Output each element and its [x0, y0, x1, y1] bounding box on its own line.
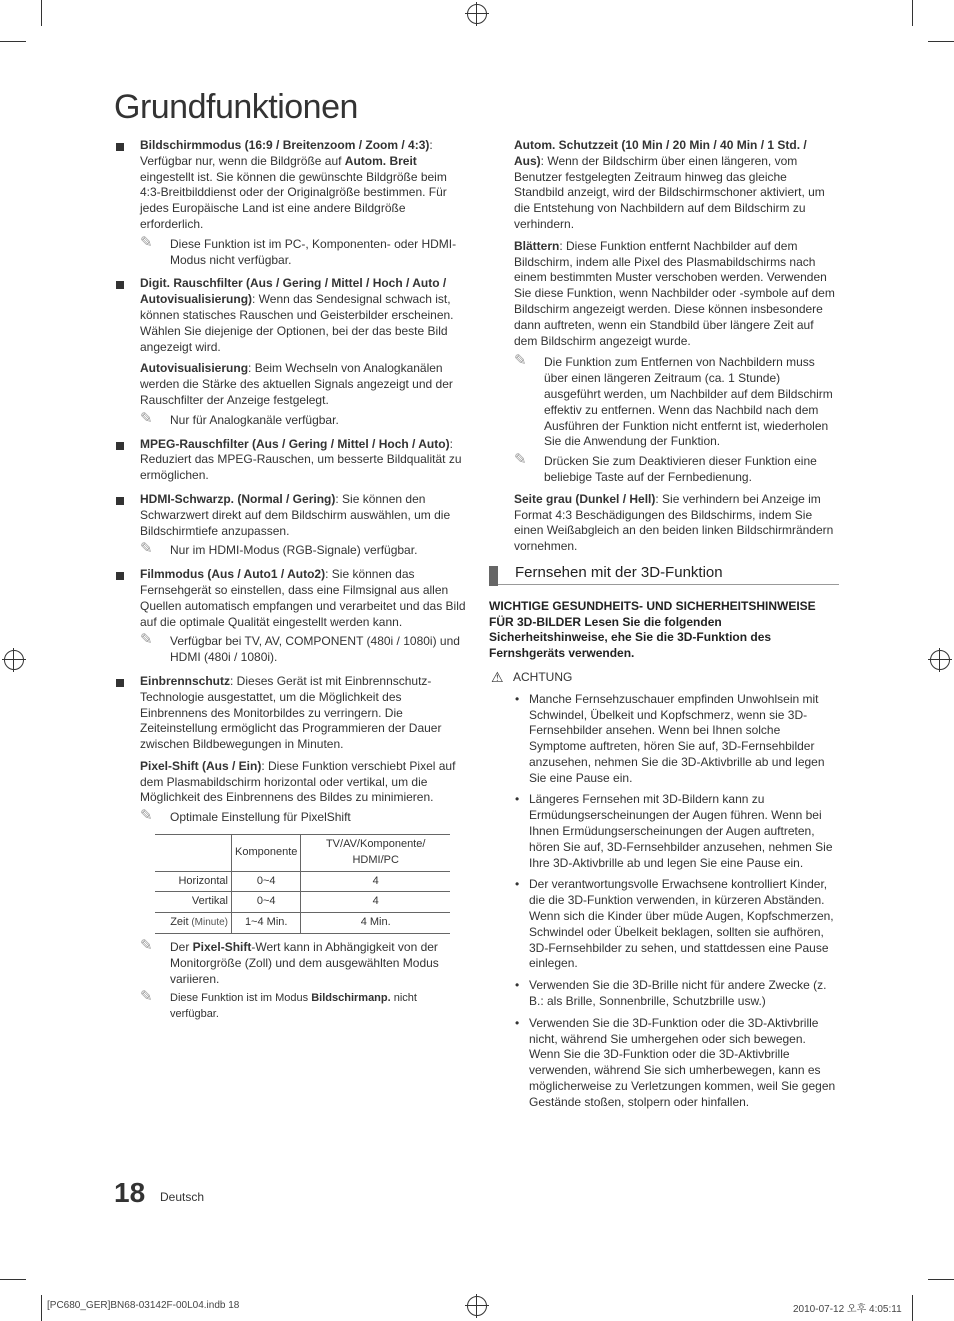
item-text: : Verfügbar nur, wenn die Bildgröße auf: [140, 138, 433, 168]
square-bullet-icon: [116, 281, 124, 289]
dot-bullet-icon: •: [515, 691, 520, 706]
table-cell: 1~4 Min.: [232, 913, 301, 934]
paragraph: [514, 492, 839, 555]
note-text: Verfügbar bei TV, AV, COMPONENT (480i / 1080i) und HDMI (480i / 1080i).: [170, 634, 460, 665]
item-heading: Digit. Rauschfilter (Aus / Gering / Mittel / Hoch / Auto / Autovisualisierung): [140, 276, 447, 307]
section-heading: [489, 565, 839, 585]
square-bullet-icon: [116, 442, 124, 450]
crop-mark: [928, 41, 954, 42]
item-text: : Dieses Gerät ist mit Einbrennschutz-Technologie ausgestattet, um die Möglichkeit des Einbrennens des Monitorbildes zu verringern. Die Zeiteinstellung ermöglicht das Programmieren der Dauer zwischen Bildbewegungen in Minuten.: [140, 673, 442, 752]
table-header-row: [155, 835, 450, 872]
note: [140, 409, 466, 429]
item-heading: MPEG-Rauschfilter (Aus / Gering / Mittel / Hoch / Auto): [140, 436, 450, 451]
paragraph-text: : Diese Funktion entfernt Nachbilder auf dem Bildschirm, indem alle Pixel des Plasmabildschirms nach einem bestimmten Muster verschoben werden. Verwenden Sie diese Funktion, wenn Nachbilder oder -symbole auf dem Bildschirm angezeigt werden. Diese können insbesondere dann auftreten, wenn ein Standbild über längere Zeit auf dem Bildschirm angezeigt wurde.: [514, 238, 835, 348]
sub-text: : Diese Funktion verschiebt Pixel auf dem Plasmabildschirm horizontal oder vertikal, um die Möglichkeit des Einbrennens des Bildes zu minimieren.: [140, 758, 456, 805]
crop-mark: [0, 41, 26, 42]
note: [140, 807, 466, 826]
list-item-text: Verwenden Sie die 3D-Brille nicht für andere Zwecke (z. B.: als Brille, Sonnenbrille, Schutzbrille usw.): [529, 978, 827, 1009]
page-language: Deutsch: [160, 1190, 205, 1204]
list-item-text: Der verantwortungsvolle Erwachsene kontrolliert Kinder, die die 3D-Funktion verwenden, in kürzeren Abständen. Wenn sich die Kinder über müde Augen, Kopfschmerzen, Schwindel oder Übelkeit beklagen, sollten sie aufhören, 3D-Fernsehbilder zu sehen, und stattdessen eine Pause einlegen.: [529, 877, 834, 971]
note-text: Optimale Einstellung für PixelShift: [170, 810, 351, 825]
pixelshift-table: [155, 834, 450, 934]
note-text: Die Funktion zum Entfernen von Nachbildern muss über einen längeren Zeitraum (ca. 1 Stunde) ausgeführt werden, um Nachbilder auf dem Bildschirm effektiv zu entfernen. Wenn das Nachbild nach dem Ausführen der Funktion nicht entfernt ist, wiederholen Sie die Anwendung der Funktion.: [544, 355, 833, 449]
list-item: [114, 437, 466, 484]
sub-text: : Beim Wechseln von Analogkanälen werden die Stärke des aktuellen Signals angezeigt und der Rauschfilter der Anzeige festgelegt.: [140, 361, 453, 407]
dot-bullet-icon: •: [515, 1015, 520, 1030]
caution-text: ACHTUNG: [513, 669, 573, 684]
pencil-note-icon: ✎: [140, 540, 153, 558]
warning-heading: WICHTIGE GESUNDHEITS- UND SICHERHEITSHINWEISE FÜR 3D-BILDER Lesen Sie die folgenden Sicherheitshinweise, ehe Sie die 3D-Funktion des Fernshgeräts verwenden.: [489, 598, 816, 661]
footer-date: 2010-07-12 오후 4:05:11: [793, 1304, 902, 1315]
crop-mark: [928, 1279, 954, 1280]
registration-mark-icon: [4, 650, 24, 670]
note-text: Drücken Sie zum Deaktivieren dieser Funktion eine beliebige Taste auf der Fernbedienung.: [544, 454, 817, 484]
item-text: : Sie können das Fernsehgerät so einstellen, dass eine Filmsignal aus allen Quellen automatisch empfangen und verarbeitet und das Bild auf die optimale Qualität eingestellt werden kann.: [140, 567, 466, 629]
note: [514, 451, 839, 486]
dot-bullet-icon: •: [515, 978, 520, 993]
registration-mark-icon: [930, 650, 950, 670]
list-item-text: Verwenden Sie die 3D-Funktion oder die 3D-Aktivbrille nicht, während Sie umhergehen oder sich bewegen. Wenn Sie die 3D-Funktion oder die 3D-Aktivbrille verwenden, während Sie sich umherbewegen, kann es möglicherweise zu Verletzungen kommen, weil Sie gegen Gestände stoßen, stolpern oder hinfallen.: [529, 1015, 836, 1109]
note-text: nicht verfügbar.: [170, 992, 417, 1021]
list-item: [114, 276, 466, 428]
pencil-note-icon: ✎: [140, 631, 153, 649]
item-heading: HDMI-Schwarzp. (Normal / Gering): [140, 491, 336, 506]
table-row: [155, 892, 450, 913]
note-bold: Pixel-Shift: [192, 940, 252, 955]
square-bullet-icon: [116, 679, 124, 687]
crop-mark: [0, 1279, 26, 1280]
sub-heading: Pixel-Shift (Aus / Ein): [140, 758, 262, 773]
pencil-note-icon: ✎: [140, 988, 153, 1006]
item-text: : Wenn das Sendesignal schwach ist, können statisches Rauschen und Geisterbilder erscheinen. Wählen Sie diejenige der Optionen, bei der das beste Bild angezeigt wird.: [140, 292, 454, 354]
list-item: [489, 877, 839, 972]
table-header: Komponente: [232, 835, 301, 872]
table-cell: 0~4: [232, 892, 301, 913]
square-bullet-icon: [116, 572, 124, 580]
table-cell: 0~4: [232, 871, 301, 892]
table-cell: 4: [301, 892, 450, 913]
table-row-label: Vertikal: [155, 892, 232, 913]
note: [140, 988, 466, 1023]
paragraph-heading: Seite grau (Dunkel / Hell): [514, 491, 656, 506]
table-row: [155, 913, 450, 934]
note-text: Diese Funktion ist im PC-, Komponenten- oder HDMI-Modus nicht verfügbar.: [170, 236, 457, 267]
right-column: [489, 138, 839, 1117]
pencil-note-icon: ✎: [514, 451, 527, 469]
warning-triangle-icon: ⚠: [491, 668, 504, 685]
dot-bullet-icon: •: [515, 877, 520, 892]
list-item-text: Längeres Fernsehen mit 3D-Bildern kann zu Ermüdungserscheinungen der Augen führen. Wenn bei Ihnen Ermüdungserscheinungen der Augen auftreten, hören Sie auf, 3D-Fernsehbilder anzusehen, nehmen Sie Ihre 3D-Aktivbrille ab und legen Sie eine Pause ein.: [529, 792, 833, 870]
list-item: [114, 138, 466, 268]
right-top-block: [489, 138, 839, 555]
footer-file: [PC680_GER]BN68-03142F-00L04.indb 18: [47, 1300, 240, 1311]
note: [140, 233, 466, 269]
table-row-label: [155, 913, 232, 934]
note-text: Nur für Analogkanäle verfügbar.: [170, 412, 339, 427]
paragraph-heading: Autom. Schutzzeit (10 Min / 20 Min / 40 Min / 1 Std. / Aus): [514, 138, 807, 168]
crop-mark: [912, 0, 913, 26]
paragraph-text: : Sie verhindern bei Anzeige im Format 4:3 Beschädigungen des Bildschirms, indem Sie einen Weißabgleich an den beiden linken Bildschirmrändern vornehmen.: [514, 491, 834, 554]
section-title: Fernsehen mit der 3D-Funktion: [515, 563, 723, 581]
list-item: [489, 692, 839, 787]
left-column: [114, 138, 466, 1027]
page-title: Grundfunktionen: [114, 88, 358, 126]
registration-mark-icon: [467, 4, 487, 24]
table-header-empty: [155, 835, 232, 872]
table-cell: 4 Min.: [301, 913, 450, 934]
pencil-note-icon: ✎: [140, 409, 153, 427]
table-row-label: Horizontal: [155, 871, 232, 892]
list-item: [114, 567, 466, 666]
note: [514, 352, 839, 450]
list-item-text: Manche Fernsehzuschauer empfinden Unwohlsein mit Schwindel, Übelkeit und Kopfschmerz, wenn sie 3D-Fernsehbilder ansehen. Wenn bei Ihnen solche Symptome auftreten, hören Sie auf, 3D-Fernsehbilder anzusehen, nehmen Sie die 3D-Aktivbrille ab und legen Sie eine Pause ein.: [529, 691, 825, 785]
pencil-note-icon: ✎: [140, 233, 153, 251]
sub-heading: Autovisualisierung: [140, 361, 249, 376]
list-item: [489, 792, 839, 871]
square-bullet-icon: [116, 497, 124, 505]
paragraph: [514, 138, 839, 233]
section-bar-icon: [489, 566, 498, 586]
item-heading: Filmmodus (Aus / Auto1 / Auto2): [140, 567, 326, 582]
row-label-text: Zeit: [170, 916, 189, 929]
note-text: Diese Funktion ist im Modus: [170, 992, 312, 1005]
note: [140, 540, 466, 559]
caution-label: [489, 670, 839, 686]
note: [140, 631, 466, 666]
table-row: [155, 871, 450, 892]
list-item: [489, 978, 839, 1010]
note-bold: Bildschirmanp.: [311, 992, 391, 1005]
crop-mark: [41, 1295, 42, 1321]
crop-mark: [41, 0, 42, 26]
note-text: Der: [170, 940, 193, 955]
pencil-note-icon: ✎: [140, 807, 153, 825]
row-label-unit: (Minute): [188, 917, 228, 929]
item-text: : Sie können den Schwarzwert direkt auf dem Bildschirm auswählen, um die Bildschirmtiefe anzupassen.: [140, 491, 451, 538]
sub-paragraph: [140, 361, 466, 408]
crop-mark: [912, 1295, 913, 1321]
registration-mark-icon: [467, 1296, 487, 1316]
item-bold: Autom. Breit: [344, 153, 417, 168]
square-bullet-icon: [116, 143, 124, 151]
item-heading: Einbrennschutz: [140, 673, 231, 688]
table-header: TV/AV/Komponente/ HDMI/PC: [301, 835, 450, 872]
pencil-note-icon: ✎: [514, 352, 527, 370]
item-text: eingestellt ist. Sie können die gewünschte Bildgröße beim 4:3-Breitbilddienst oder der Originalgröße bestimmen. Für jedes Europäische Land ist eine andere Bildgröße erforderlich.: [140, 169, 447, 231]
list-item: [114, 674, 466, 1023]
page-number: 18: [114, 1177, 146, 1208]
paragraph: [514, 239, 839, 350]
pencil-note-icon: ✎: [140, 937, 153, 955]
item-heading: Bildschirmmodus (16:9 / Breitenzoom / Zoom / 4:3): [140, 138, 430, 152]
sub-paragraph: [140, 759, 466, 806]
item-text: : Reduziert das MPEG-Rauschen, um besserte Bildqualität zu ermöglichen.: [140, 436, 462, 483]
note: [140, 937, 466, 987]
note-text: Nur im HDMI-Modus (RGB-Signale) verfügbar.: [170, 543, 418, 558]
list-item: [114, 492, 466, 559]
dot-bullet-icon: •: [515, 792, 520, 807]
list-item: [489, 1016, 839, 1111]
note-text: -Wert kann in Abhängigkeit von der Monitorgröße (Zoll) und dem ausgewählten Modus variieren.: [170, 940, 439, 986]
table-cell: 4: [301, 871, 450, 892]
paragraph-text: : Wenn der Bildschirm über einen längeren, vom Benutzer festgelegten Zeitraum hinweg das gleiche Standbild anzeigt, wird der Bildschirmschoner aktiviert, um die Entstehung von Nachbildern auf dem Bildschirm zu verhindern.: [514, 153, 825, 231]
paragraph-heading: Blättern: [514, 238, 560, 253]
